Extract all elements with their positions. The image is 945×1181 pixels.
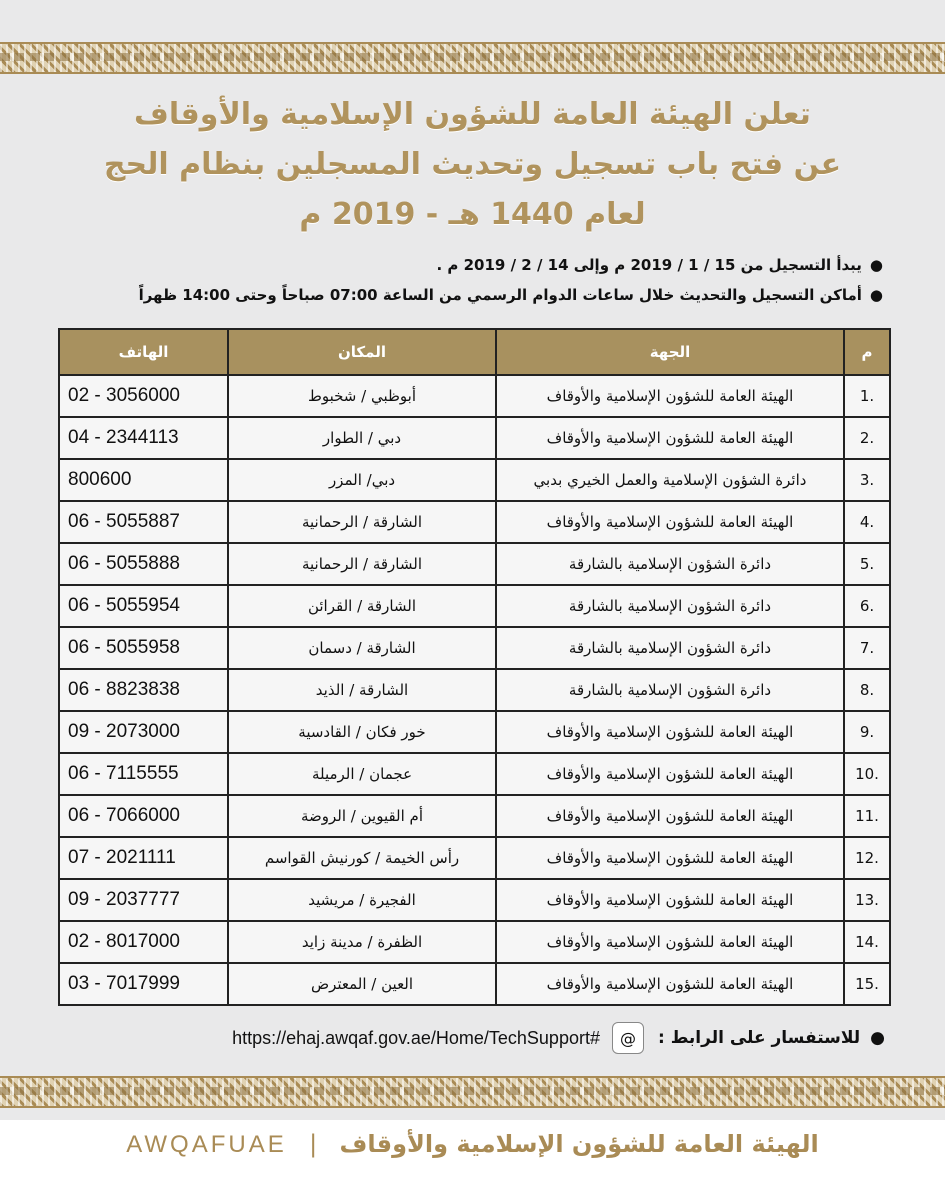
cell-organization: الهيئة العامة للشؤون الإسلامية والأوقاف bbox=[496, 795, 844, 837]
bullet-registration-dates: ●يبدأ التسجيل من 15 / 1 / 2019 م وإلى 14 / 2 / 2019 م . bbox=[53, 250, 883, 280]
cell-location: الشارقة / الذيد bbox=[228, 669, 496, 711]
info-bullets bbox=[53, 250, 883, 310]
table-row bbox=[59, 417, 890, 459]
cell-location: أبوظبي / شخبوط bbox=[228, 375, 496, 417]
cell-location: العين / المعترض bbox=[228, 963, 496, 1005]
cell-organization: الهيئة العامة للشؤون الإسلامية والأوقاف bbox=[496, 921, 844, 963]
cell-organization: دائرة الشؤون الإسلامية بالشارقة bbox=[496, 585, 844, 627]
cell-number: 15. bbox=[844, 963, 890, 1005]
footer-arabic-name: الهيئة العامة للشؤون الإسلامية والأوقاف bbox=[339, 1130, 819, 1158]
cell-phone: 06 - 5055887 bbox=[59, 501, 228, 543]
cell-number: 4. bbox=[844, 501, 890, 543]
cell-location: الشارقة / القرائن bbox=[228, 585, 496, 627]
cell-number: 14. bbox=[844, 921, 890, 963]
cell-phone: 800600 bbox=[59, 459, 228, 501]
cell-number: 6. bbox=[844, 585, 890, 627]
table-row bbox=[59, 627, 890, 669]
cell-location: الشارقة / دسمان bbox=[228, 627, 496, 669]
column-header-location: المكان bbox=[228, 329, 496, 375]
cell-phone: 06 - 7115555 bbox=[59, 753, 228, 795]
cell-phone: 02 - 8017000 bbox=[59, 921, 228, 963]
cell-number: 7. bbox=[844, 627, 890, 669]
bullet-icon: ● bbox=[869, 286, 883, 304]
cell-number: 9. bbox=[844, 711, 890, 753]
cell-phone: 06 - 5055954 bbox=[59, 585, 228, 627]
footer-separator: | bbox=[309, 1130, 318, 1158]
table-row bbox=[59, 963, 890, 1005]
table-row bbox=[59, 543, 890, 585]
cell-number: 2. bbox=[844, 417, 890, 459]
decorative-border-bottom bbox=[0, 1076, 945, 1108]
cell-phone: 04 - 2344113 bbox=[59, 417, 228, 459]
table-row bbox=[59, 459, 890, 501]
at-sign-icon: @ bbox=[612, 1022, 644, 1054]
cell-location: أم القيوين / الروضة bbox=[228, 795, 496, 837]
header-line-3: لعام 1440 هـ - 2019 م bbox=[299, 197, 646, 232]
bullet-registration-hours: ●أماكن التسجيل والتحديث خلال ساعات الدوام الرسمي من الساعة 07:00 صباحاً وحتى 14:00 ظهراً bbox=[53, 280, 883, 310]
cell-number: 1. bbox=[844, 375, 890, 417]
cell-number: 8. bbox=[844, 669, 890, 711]
bullet-icon: ● bbox=[870, 1028, 885, 1048]
header-line-2: عن فتح باب تسجيل وتحديث المسجلين بنظام الحج bbox=[103, 147, 842, 182]
decorative-border-top bbox=[0, 42, 945, 74]
footer-english-name: AWQAFUAE bbox=[126, 1131, 287, 1158]
cell-number: 12. bbox=[844, 837, 890, 879]
cell-location: الفجيرة / مريشيد bbox=[228, 879, 496, 921]
table-row bbox=[59, 375, 890, 417]
cell-number: 10. bbox=[844, 753, 890, 795]
column-header-number: م bbox=[844, 329, 890, 375]
cell-organization: الهيئة العامة للشؤون الإسلامية والأوقاف bbox=[496, 963, 844, 1005]
table-row bbox=[59, 879, 890, 921]
table-row bbox=[59, 795, 890, 837]
cell-number: 13. bbox=[844, 879, 890, 921]
cell-phone: 06 - 5055888 bbox=[59, 543, 228, 585]
table-row bbox=[59, 585, 890, 627]
column-header-phone: الهاتف bbox=[59, 329, 228, 375]
cell-phone: 07 - 2021111 bbox=[59, 837, 228, 879]
cell-organization: الهيئة العامة للشؤون الإسلامية والأوقاف bbox=[496, 837, 844, 879]
cell-organization: الهيئة العامة للشؤون الإسلامية والأوقاف bbox=[496, 711, 844, 753]
cell-organization: الهيئة العامة للشؤون الإسلامية والأوقاف bbox=[496, 375, 844, 417]
table-row bbox=[59, 753, 890, 795]
contact-label: للاستفسار على الرابط : bbox=[657, 1028, 861, 1048]
cell-organization: الهيئة العامة للشؤون الإسلامية والأوقاف bbox=[496, 417, 844, 459]
cell-number: 11. bbox=[844, 795, 890, 837]
cell-organization: الهيئة العامة للشؤون الإسلامية والأوقاف bbox=[496, 879, 844, 921]
cell-phone: 02 - 3056000 bbox=[59, 375, 228, 417]
cell-location: دبي / الطوار bbox=[228, 417, 496, 459]
bullet-icon: ● bbox=[869, 256, 883, 274]
support-link[interactable]: https://ehaj.awqaf.gov.ae/Home/TechSupport# bbox=[232, 1027, 600, 1048]
registration-locations-table bbox=[58, 328, 891, 1006]
cell-organization: دائرة الشؤون الإسلامية والعمل الخيري بدبي bbox=[496, 459, 844, 501]
cell-organization: دائرة الشؤون الإسلامية بالشارقة bbox=[496, 627, 844, 669]
table-row bbox=[59, 669, 890, 711]
cell-phone: 09 - 2073000 bbox=[59, 711, 228, 753]
table-row bbox=[59, 921, 890, 963]
footer-bar bbox=[0, 1120, 945, 1181]
table-header-row bbox=[59, 329, 890, 375]
cell-phone: 03 - 7017999 bbox=[59, 963, 228, 1005]
footer-branding bbox=[0, 1130, 945, 1159]
cell-phone: 06 - 5055958 bbox=[59, 627, 228, 669]
cell-organization: الهيئة العامة للشؤون الإسلامية والأوقاف bbox=[496, 501, 844, 543]
cell-location: الشارقة / الرحمانية bbox=[228, 501, 496, 543]
cell-location: دبي/ المزر bbox=[228, 459, 496, 501]
cell-number: 5. bbox=[844, 543, 890, 585]
cell-organization: دائرة الشؤون الإسلامية بالشارقة bbox=[496, 669, 844, 711]
header-line-1: تعلن الهيئة العامة للشؤون الإسلامية والأوقاف bbox=[134, 97, 811, 132]
contact-line bbox=[55, 1022, 885, 1054]
cell-location: رأس الخيمة / كورنيش القواسم bbox=[228, 837, 496, 879]
cell-organization: دائرة الشؤون الإسلامية بالشارقة bbox=[496, 543, 844, 585]
cell-location: خور فكان / القادسية bbox=[228, 711, 496, 753]
cell-number: 3. bbox=[844, 459, 890, 501]
cell-phone: 06 - 8823838 bbox=[59, 669, 228, 711]
table-row bbox=[59, 501, 890, 543]
table-row bbox=[59, 711, 890, 753]
cell-phone: 06 - 7066000 bbox=[59, 795, 228, 837]
cell-location: الظفرة / مدينة زايد bbox=[228, 921, 496, 963]
cell-location: عجمان / الرميلة bbox=[228, 753, 496, 795]
table-row bbox=[59, 837, 890, 879]
cell-location: الشارقة / الرحمانية bbox=[228, 543, 496, 585]
cell-organization: الهيئة العامة للشؤون الإسلامية والأوقاف bbox=[496, 753, 844, 795]
cell-phone: 09 - 2037777 bbox=[59, 879, 228, 921]
column-header-organization: الجهة bbox=[496, 329, 844, 375]
announcement-header bbox=[60, 90, 885, 240]
